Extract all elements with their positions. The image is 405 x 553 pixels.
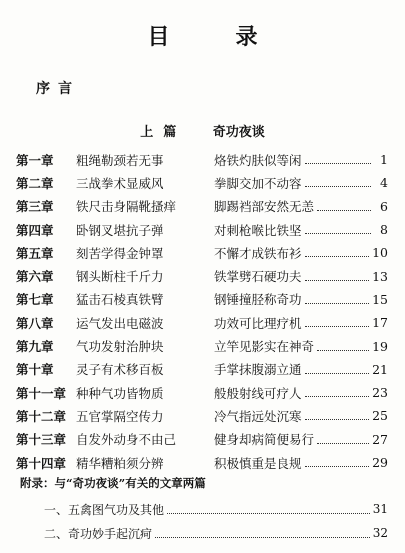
appendix-list	[44, 497, 388, 545]
page-number: 32	[372, 526, 388, 540]
page-number: 29	[372, 455, 388, 470]
chapter-row	[16, 195, 388, 218]
dot-leader	[305, 466, 370, 467]
chapter-row	[16, 451, 388, 474]
dot-leader	[305, 186, 371, 187]
chapter-row	[16, 404, 388, 427]
chapter-title-first: 气功发射治肿块	[76, 339, 164, 355]
dot-leader	[305, 233, 371, 234]
chapter-title-second: 手掌抹腹溺立通	[214, 362, 302, 378]
chapter-row	[16, 288, 388, 311]
chapter-number: 第一章	[16, 152, 54, 168]
part-name: 奇功夜谈	[212, 125, 265, 140]
chapter-number: 第六章	[16, 269, 54, 285]
appendix-row	[44, 521, 388, 545]
page-number: 4	[380, 175, 388, 191]
chapter-title-second: 功效可比理疗机	[214, 315, 302, 331]
page-number: 15	[372, 291, 388, 307]
chapter-title-second: 钢锤撞胫称奇功	[214, 292, 302, 308]
page-number: 17	[372, 315, 388, 331]
chapter-number: 第八章	[16, 315, 54, 331]
chapter-row	[16, 218, 388, 241]
page-number: 1	[380, 152, 388, 168]
chapter-row	[16, 428, 388, 451]
chapter-title-first: 铁尺击身隔靴搔痒	[76, 199, 177, 215]
chapter-list	[16, 148, 388, 474]
dot-leader	[305, 326, 370, 327]
chapter-title-first: 粗绳勒颈若无事	[76, 152, 164, 168]
chapter-row	[16, 334, 388, 357]
chapter-title-first: 钢头断柱千斤力	[76, 269, 164, 285]
chapter-title-second: 不懈才成铁布衫	[214, 245, 302, 261]
chapter-title-first: 三战拳术显威风	[76, 175, 164, 191]
chapter-number: 第九章	[16, 339, 54, 355]
chapter-number: 第四章	[16, 222, 54, 238]
appendix-row	[44, 497, 388, 521]
chapter-row	[16, 358, 388, 381]
chapter-row	[16, 171, 388, 194]
chapter-title-first: 猛击石棱真铁臂	[76, 292, 164, 308]
dot-leader	[317, 350, 369, 351]
appendix-item-label: 一、五禽图气功及其他	[44, 502, 165, 517]
chapter-title-second: 冷气指远处沉寒	[214, 408, 302, 424]
part-heading	[0, 121, 405, 140]
dot-leader	[317, 210, 371, 211]
chapter-number: 第十三章	[16, 432, 67, 448]
chapter-number: 第七章	[16, 292, 54, 308]
chapter-row	[16, 311, 388, 334]
chapter-title-second: 积极慎重是良规	[214, 455, 302, 471]
dot-leader	[305, 303, 370, 304]
chapter-title-first: 种种气功皆物质	[76, 385, 164, 401]
chapter-number: 第十二章	[16, 408, 67, 424]
dot-leader	[305, 373, 370, 374]
dot-leader	[155, 537, 370, 538]
page-number: 10	[372, 245, 388, 261]
page-number: 21	[372, 361, 388, 377]
chapter-number: 第二章	[16, 175, 54, 191]
chapter-row	[16, 381, 388, 404]
chapter-title-first: 卧钢叉堪抗子弹	[76, 222, 164, 238]
page-number: 23	[372, 385, 388, 401]
chapter-title-second: 脚踢裆部安然无恙	[214, 199, 315, 215]
chapter-title-second: 烙铁灼肤似等闲	[214, 152, 302, 168]
chapter-title-second: 拳脚交加不动容	[214, 175, 302, 191]
page-number: 13	[372, 268, 388, 284]
page-title: 目 录	[147, 24, 280, 50]
chapter-title-second: 立竿见影实在神奇	[214, 339, 315, 355]
page-number: 8	[380, 222, 388, 238]
page-number: 31	[372, 502, 388, 516]
preface-heading: 序言	[36, 81, 80, 97]
dot-leader	[317, 443, 369, 444]
chapter-number: 第十一章	[16, 385, 67, 401]
chapter-title-first: 运气发出电磁波	[76, 315, 164, 331]
chapter-title-first: 刻苦学得金钟罩	[76, 245, 164, 261]
page-number: 19	[372, 338, 388, 354]
chapter-number: 第三章	[16, 199, 54, 215]
chapter-row	[16, 264, 388, 287]
dot-leader	[167, 513, 370, 514]
chapter-title-first: 五官掌隔空传力	[76, 408, 164, 424]
dot-leader	[305, 256, 370, 257]
chapter-number: 第十四章	[16, 455, 67, 471]
page-number: 6	[380, 198, 388, 214]
dot-leader	[305, 396, 370, 397]
chapter-number: 第五章	[16, 245, 54, 261]
chapter-title-first: 自发外动身不由己	[76, 432, 177, 448]
appendix-heading: 附录：与“奇功夜谈”有关的文章两篇	[20, 476, 206, 490]
page-number: 27	[372, 431, 388, 447]
dot-leader	[305, 163, 371, 164]
dot-leader	[305, 419, 370, 420]
chapter-row	[16, 148, 388, 171]
chapter-title-second: 对刺枪喉比铁坚	[214, 222, 302, 238]
chapter-number: 第十章	[16, 362, 54, 378]
chapter-title-second: 铁掌劈石硬功夫	[214, 269, 302, 285]
dot-leader	[305, 280, 370, 281]
chapter-row	[16, 241, 388, 264]
page-number: 25	[372, 408, 388, 424]
appendix-item-label: 二、奇功妙手起沉疴	[44, 526, 153, 541]
chapter-title-first: 精华糟粕须分辨	[76, 455, 164, 471]
chapter-title-second: 般般射线可疗人	[214, 385, 302, 401]
part-label: 上篇	[140, 125, 187, 140]
chapter-title-second: 健身却病简便易行	[214, 432, 315, 448]
chapter-title-first: 灵子有术移百板	[76, 362, 164, 378]
